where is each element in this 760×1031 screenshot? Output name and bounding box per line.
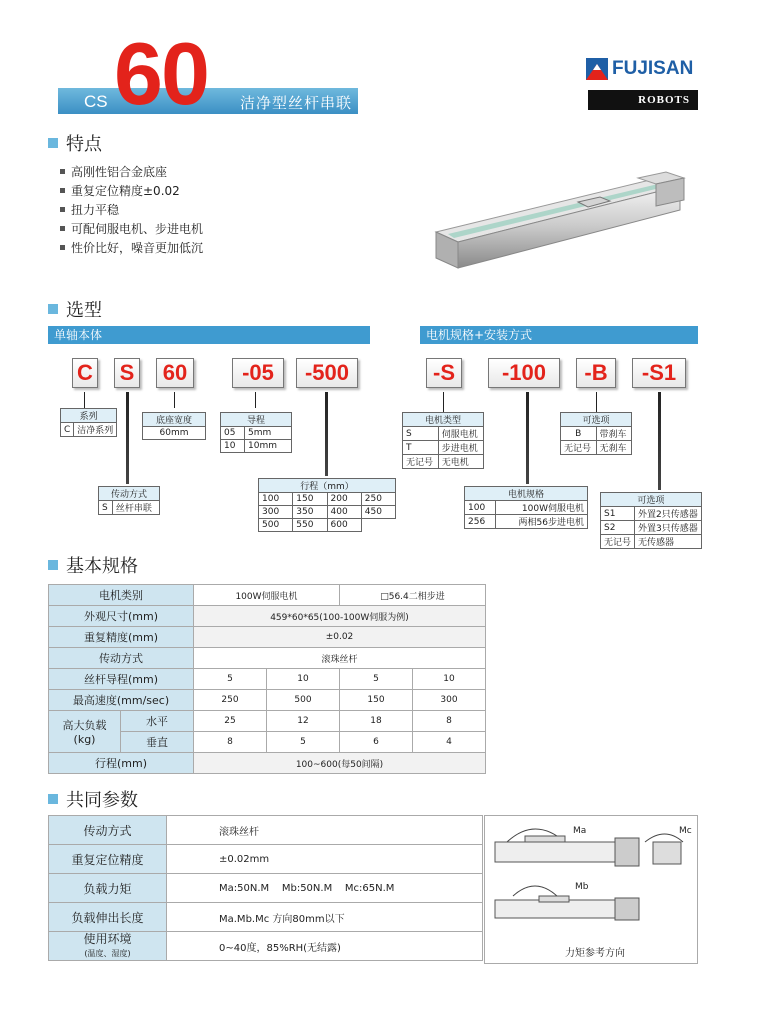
table-row: 丝杆导程(mm) 5 10 5 10 xyxy=(49,669,486,690)
lead-table xyxy=(220,412,292,453)
table-row: 10 10mm xyxy=(221,440,292,453)
table-title: 电机类型 xyxy=(403,413,484,427)
selection-heading xyxy=(48,296,102,322)
section-marker-icon xyxy=(48,560,58,570)
feature-text: 扭力平稳 xyxy=(71,203,120,217)
table-row: 重复精度(mm) ±0.02 xyxy=(49,627,486,648)
table-row: 重复定位精度 ±0.02mm xyxy=(49,845,483,874)
table-row: C 洁净系列 xyxy=(61,423,117,437)
table-row: 负载力矩 Ma:50N.M Mb:50N.M Mc:65N.M xyxy=(49,874,483,903)
table-row: B 带刹车 xyxy=(561,427,632,441)
table-title: 可选项 xyxy=(601,493,702,507)
brand-sub: ROBOTS xyxy=(588,90,698,110)
code-series: C xyxy=(72,358,98,388)
table-title: 底座宽度 xyxy=(143,413,206,427)
features-heading-text: 特点 xyxy=(66,134,102,155)
code-lead: -05 xyxy=(232,358,284,388)
motor-spec-table xyxy=(464,486,588,529)
stroke-table xyxy=(258,478,396,532)
feature-text: 可配伺服电机、步进电机 xyxy=(71,222,204,236)
connector-line xyxy=(126,392,129,484)
bullet-icon xyxy=(60,188,65,193)
motor-bar: 电机规格+安装方式 xyxy=(420,326,698,344)
series-table xyxy=(60,408,117,437)
table-row: 无记号 无传感器 xyxy=(601,535,702,549)
sensor-table xyxy=(600,492,702,549)
header-series: CS xyxy=(84,92,108,111)
table-row: 05 5mm xyxy=(221,427,292,440)
table-row: 60mm xyxy=(143,427,206,440)
table-row: 100 100W伺服电机 xyxy=(465,501,588,515)
table-row: 500 550 600 xyxy=(259,519,396,532)
code-sensor: -S1 xyxy=(632,358,686,388)
table-row: 负载伸出长度 Ma.Mb.Mc 方向80mm以下 xyxy=(49,903,483,932)
mc-label: Mc xyxy=(679,826,692,836)
table-row: 高大负载 (kg) 水平 25 12 18 8 xyxy=(49,711,486,732)
drive-table xyxy=(98,486,160,515)
connector-line xyxy=(255,392,256,408)
section-marker-icon xyxy=(48,304,58,314)
table-row: S1 外置2只传感器 xyxy=(601,507,702,521)
section-marker-icon xyxy=(48,794,58,804)
bullet-icon xyxy=(60,245,65,250)
table-title: 行程（mm） xyxy=(259,479,396,493)
feature-text: 性价比好，噪音更加低沉 xyxy=(71,241,204,255)
diagram-caption: 力矩参考方向 xyxy=(565,948,625,959)
header-title: 洁净型丝杆串联 xyxy=(240,94,353,112)
brand-logo xyxy=(586,58,693,80)
mb-label: Mb xyxy=(575,882,589,892)
table-title: 可选项 xyxy=(561,413,632,427)
connector-line xyxy=(443,392,444,412)
code-motor-spec: -100 xyxy=(488,358,560,388)
header-model-number: 60 xyxy=(114,24,208,123)
table-title: 导程 xyxy=(221,413,292,427)
selection-heading-text: 选型 xyxy=(66,300,102,321)
connector-line xyxy=(526,392,529,484)
code-drive: S xyxy=(114,358,140,388)
feature-item xyxy=(60,163,167,180)
table-row: 300 350 400 450 xyxy=(259,506,396,519)
feature-text: 重复定位精度±0.02 xyxy=(71,184,180,198)
common-heading-text: 共同参数 xyxy=(66,790,138,811)
load-label: 高大负载 (kg) xyxy=(49,711,121,753)
width-table xyxy=(142,412,206,440)
bullet-icon xyxy=(60,207,65,212)
table-row: 垂直 8 5 6 4 xyxy=(49,732,486,753)
table-title: 电机规格 xyxy=(465,487,588,501)
feature-item xyxy=(60,201,119,218)
table-row: 最高速度(mm/sec) 250 500 150 300 xyxy=(49,690,486,711)
connector-line xyxy=(84,392,85,408)
table-row: S 伺服电机 xyxy=(403,427,484,441)
features-heading xyxy=(48,130,102,156)
specs-heading xyxy=(48,552,138,578)
common-heading xyxy=(48,786,138,812)
brand-name: FUJISAN xyxy=(612,58,694,79)
moment-diagram-svg xyxy=(485,816,697,963)
table-row: 外观尺寸(mm) 459*60*65(100-100W伺服为例) xyxy=(49,606,486,627)
table-row: 无记号 无电机 xyxy=(403,455,484,469)
connector-line xyxy=(174,392,175,408)
table-row: 256 两相56步进电机 xyxy=(465,515,588,529)
feature-item xyxy=(60,220,203,237)
section-marker-icon xyxy=(48,138,58,148)
product-image xyxy=(428,170,688,280)
table-row: 电机类别 100W伺服电机 □56.4二相步进 xyxy=(49,585,486,606)
bullet-icon xyxy=(60,169,65,174)
feature-item xyxy=(60,182,180,199)
connector-line xyxy=(325,392,328,476)
table-row: S 丝杆串联 xyxy=(99,501,160,515)
motor-type-table xyxy=(402,412,484,469)
connector-line xyxy=(658,392,661,490)
common-table xyxy=(48,815,483,961)
fujisan-logo-icon xyxy=(586,58,608,80)
connector-line xyxy=(596,392,597,412)
table-row: 100 150 200 250 xyxy=(259,493,396,506)
code-stroke: -500 xyxy=(296,358,358,388)
feature-item xyxy=(60,239,203,256)
specs-heading-text: 基本规格 xyxy=(66,556,138,577)
code-motor-type: -S xyxy=(426,358,462,388)
table-title: 传动方式 xyxy=(99,487,160,501)
specs-table xyxy=(48,584,486,774)
table-title: 系列 xyxy=(61,409,117,423)
table-row: 传动方式 滚珠丝杆 xyxy=(49,816,483,845)
moment-diagram xyxy=(484,815,698,964)
body-bar: 单轴本体 xyxy=(48,326,370,344)
brake-table xyxy=(560,412,632,455)
table-row: 使用环境 (温度、湿度) 0~40度，85%RH(无结露) xyxy=(49,932,483,961)
code-brake: -B xyxy=(576,358,616,388)
table-row: 无记号 无刹车 xyxy=(561,441,632,455)
table-row: 行程(mm) 100~600(每50间隔) xyxy=(49,753,486,774)
code-width: 60 xyxy=(156,358,194,388)
table-row: T 步进电机 xyxy=(403,441,484,455)
ma-label: Ma xyxy=(573,826,587,836)
bullet-icon xyxy=(60,226,65,231)
table-row: S2 外置3只传感器 xyxy=(601,521,702,535)
feature-text: 高刚性铝合金底座 xyxy=(71,165,168,179)
table-row: 传动方式 滚珠丝杆 xyxy=(49,648,486,669)
